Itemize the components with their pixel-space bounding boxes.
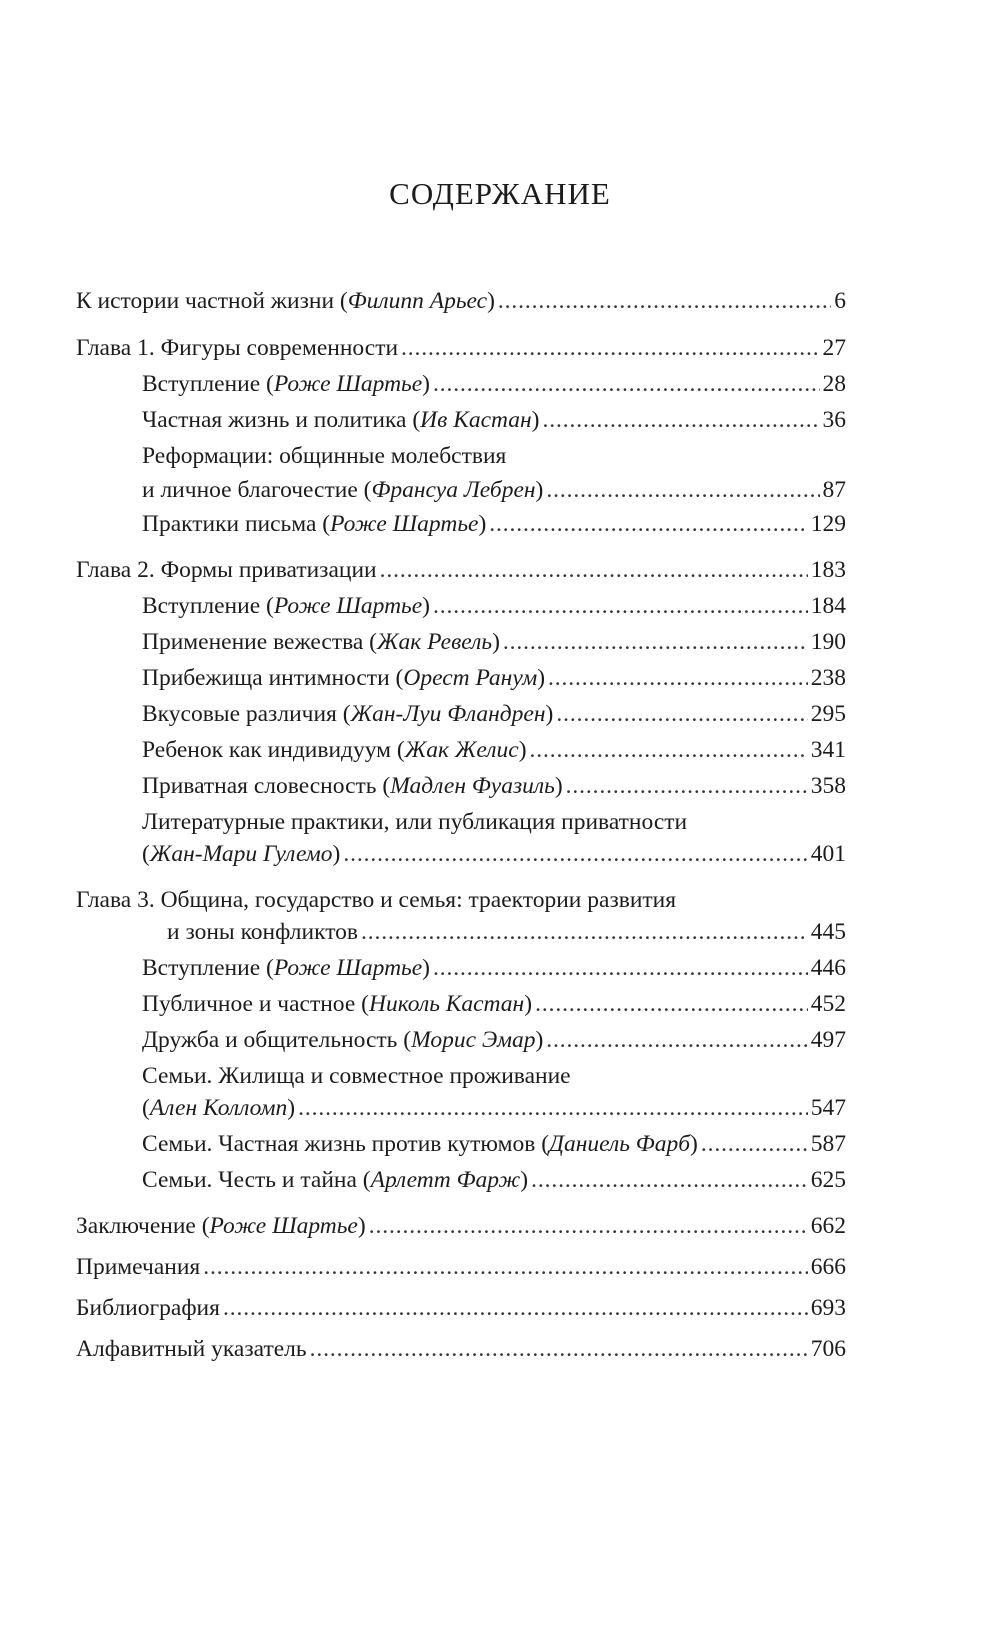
entry-page-number: 547 [810, 1095, 846, 1121]
entry-paren: ) [554, 773, 563, 799]
entry-title: Алфавитный указатель [76, 1336, 307, 1362]
entry-page-number: 587 [810, 1131, 846, 1157]
entry-page-number: 129 [810, 511, 846, 537]
chapter-title: и зоны конфликтов [167, 919, 358, 945]
entry-author: Роже Шартье [330, 511, 479, 537]
toc-entry [142, 509, 846, 539]
dot-leader [203, 1252, 808, 1282]
entry-page-number: 693 [810, 1295, 846, 1321]
entry-title: Дружба и общительность ( [142, 1027, 412, 1053]
entry-page-number: 358 [810, 773, 846, 799]
dot-leader [498, 286, 831, 316]
entry-page-number: 184 [810, 593, 846, 619]
toc-entry [142, 1165, 846, 1195]
entry-paren: ) [492, 629, 500, 655]
entry-title: Ребенок как индивидуум ( [142, 737, 405, 763]
entry-title: Семьи. Частная жизнь против кутюмов ( [142, 1131, 550, 1157]
toc-entry [76, 1252, 846, 1282]
entry-page-number: 295 [810, 701, 846, 727]
toc-entry [142, 1025, 846, 1055]
dot-leader [361, 917, 808, 947]
dot-leader [489, 509, 807, 539]
dot-leader [546, 1025, 807, 1055]
dot-leader [401, 333, 819, 363]
entry-page-number: 401 [810, 841, 846, 867]
dot-leader [343, 839, 807, 869]
entry-author: Франсуа Лебрен [371, 477, 536, 503]
dot-leader [546, 475, 819, 505]
entry-author: Жак Желис [404, 737, 519, 763]
toc-chapter [76, 333, 846, 363]
entry-author: Жак Ревель [377, 629, 493, 655]
entry-page-number: 183 [810, 557, 846, 583]
entry-author: Орест Ранум [403, 665, 538, 691]
entry-title: Частная жизнь и политика ( [142, 407, 421, 433]
entry-paren: ) [531, 407, 540, 433]
entry-author: Мадлен Фуазиль [390, 773, 555, 799]
toc-entry [142, 1061, 846, 1123]
toc-chapter [76, 885, 846, 947]
entry-paren: ) [422, 593, 430, 619]
entry-page-number: 445 [810, 919, 846, 945]
entry-paren: ) [487, 288, 495, 314]
dot-leader [223, 1293, 808, 1323]
entry-author: Морис Эмар [411, 1027, 536, 1053]
entry-author: Роже Шартье [273, 955, 423, 981]
entry-paren: ) [518, 737, 527, 763]
entry-title: Применение вежества ( [142, 629, 378, 655]
toc-entry [142, 591, 846, 621]
dot-leader [548, 663, 808, 693]
entry-page-number: 27 [822, 335, 846, 361]
toc-entry [142, 369, 846, 399]
dot-leader [380, 555, 808, 585]
dot-leader [369, 1211, 808, 1241]
entry-paren: ) [545, 701, 554, 727]
entry-paren: ) [478, 511, 487, 537]
entry-paren: ) [422, 371, 430, 397]
dot-leader [530, 735, 808, 765]
entry-paren: ) [332, 841, 341, 867]
entry-title-first-line: Реформации: общинные молебствия [142, 443, 507, 469]
entry-title: ( [142, 1095, 150, 1121]
entry-page-number: 341 [810, 737, 846, 763]
toc-entry [142, 771, 846, 801]
toc-entry [142, 953, 846, 983]
dot-leader [701, 1129, 808, 1159]
entry-title: Примечания [76, 1254, 201, 1280]
entry-author: Филипп Арьес [347, 288, 488, 314]
page-title: СОДЕРЖАНИЕ [389, 176, 611, 211]
entry-paren: ) [537, 665, 546, 691]
entry-paren: ) [357, 1213, 366, 1239]
toc-entry [142, 441, 846, 505]
toc-entry [76, 286, 846, 316]
dot-leader [310, 1334, 808, 1364]
dot-leader [535, 989, 808, 1019]
dot-leader [531, 1165, 808, 1195]
toc-entry [142, 405, 846, 435]
toc-entry [142, 699, 846, 729]
entry-page-number: 87 [822, 477, 846, 503]
toc-entry [76, 1211, 846, 1241]
entry-page-number: 238 [810, 665, 846, 691]
chapter-title: Глава 1. Фигуры современности [76, 335, 399, 361]
dot-leader [566, 771, 808, 801]
entry-author: Роже Шартье [273, 593, 423, 619]
entry-paren: ) [690, 1131, 698, 1157]
toc-entry [142, 807, 846, 869]
entry-title: Приватная словесность ( [142, 773, 391, 799]
toc-entry [142, 989, 846, 1019]
entry-page-number: 36 [822, 407, 846, 433]
entry-title: Заключение ( [76, 1213, 210, 1239]
entry-author: Жан-Мари Гулемо [149, 841, 333, 867]
toc-entry [76, 1293, 846, 1323]
entry-author: Ален Колломп [149, 1095, 288, 1121]
entry-page-number: 6 [834, 288, 846, 314]
entry-title: Семьи. Честь и тайна ( [142, 1167, 371, 1193]
toc-chapter [76, 555, 846, 585]
dot-leader [543, 405, 820, 435]
dot-leader [433, 953, 808, 983]
entry-title: Прибежища интимности ( [142, 665, 404, 691]
entry-title: Библиография [76, 1295, 220, 1321]
toc-entry [142, 663, 846, 693]
entry-title-first-line: Литературные практики, или публикация приватности [142, 809, 688, 835]
entry-title: и личное благочестие ( [142, 477, 372, 503]
toc-entry [142, 735, 846, 765]
entry-title: Публичное и частное ( [142, 991, 369, 1017]
entry-page-number: 497 [810, 1027, 846, 1053]
entry-paren: ) [287, 1095, 296, 1121]
entry-page-number: 446 [810, 955, 846, 981]
entry-title: ( [142, 841, 150, 867]
entry-author: Жан-Луи Фландрен [350, 701, 546, 727]
chapter-title-first-line: Глава 3. Община, государство и семья: траектории развития [76, 887, 677, 913]
entry-title: Вкусовые различия ( [142, 701, 351, 727]
entry-page-number: 666 [810, 1254, 846, 1280]
toc-entry [142, 627, 846, 657]
entry-title-first-line: Семьи. Жилища и совместное проживание [142, 1063, 571, 1089]
entry-page-number: 28 [822, 371, 846, 397]
dot-leader [556, 699, 807, 729]
entry-author: Арлетт Фарж [370, 1167, 521, 1193]
entry-paren: ) [422, 955, 430, 981]
toc-entry [142, 1129, 846, 1159]
dot-leader [433, 591, 808, 621]
dot-leader [433, 369, 820, 399]
entry-title: Вступление ( [142, 955, 274, 981]
entry-paren: ) [520, 1167, 529, 1193]
entry-page-number: 452 [810, 991, 846, 1017]
entry-page-number: 662 [810, 1213, 846, 1239]
entry-author: Ив Кастан [420, 407, 532, 433]
dot-leader [298, 1093, 808, 1123]
entry-page-number: 190 [810, 629, 846, 655]
toc-entry [76, 1334, 846, 1364]
entry-paren: ) [524, 991, 533, 1017]
entry-paren: ) [535, 477, 544, 503]
entry-title: Вступление ( [142, 371, 274, 397]
entry-page-number: 625 [810, 1167, 846, 1193]
entry-title: Вступление ( [142, 593, 274, 619]
entry-author: Даниель Фарб [549, 1131, 691, 1157]
entry-page-number: 706 [810, 1336, 846, 1362]
entry-author: Роже Шартье [209, 1213, 358, 1239]
entry-author: Роже Шартье [273, 371, 423, 397]
entry-author: Николь Кастан [368, 991, 525, 1017]
entry-title: Практики письма ( [142, 511, 331, 537]
entry-title: К истории частной жизни ( [76, 288, 348, 314]
dot-leader [503, 627, 808, 657]
entry-paren: ) [535, 1027, 544, 1053]
chapter-title: Глава 2. Формы приватизации [76, 557, 377, 583]
